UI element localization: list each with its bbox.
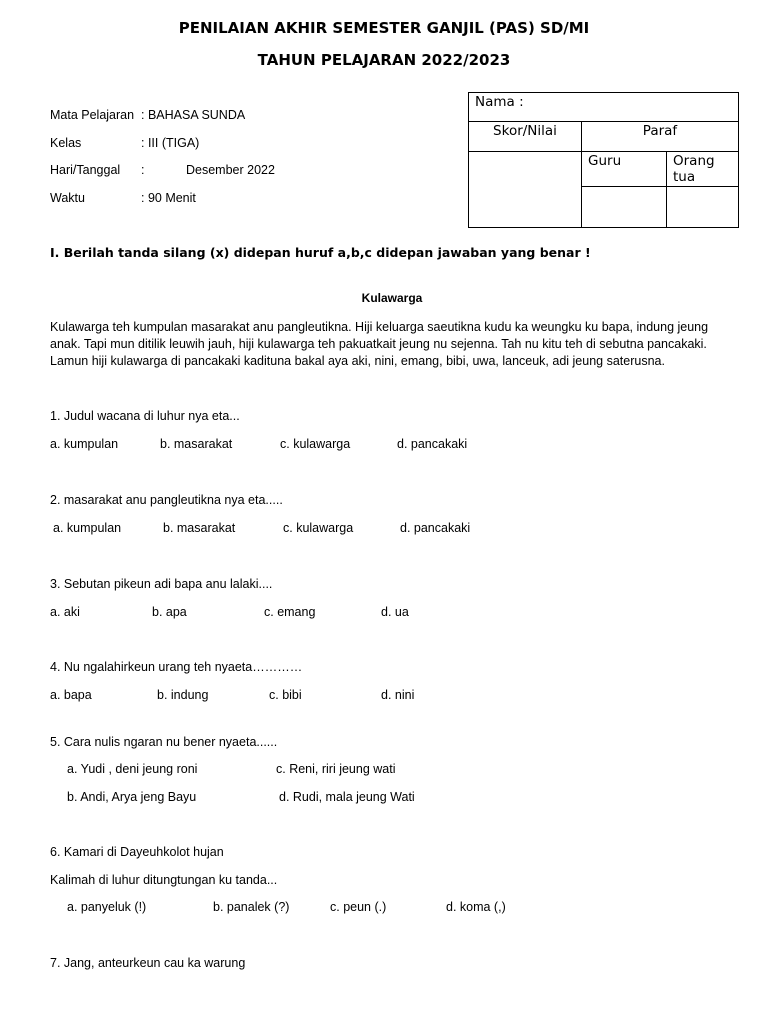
option-2d: d. pancakaki bbox=[400, 521, 471, 535]
question-6: 6. Kamari di Dayeuhkolot hujan bbox=[50, 845, 224, 859]
option-1a: a. kumpulan bbox=[50, 437, 119, 451]
reading-title: Kulawarga bbox=[361, 291, 423, 305]
kelas-value: : III (TIGA) bbox=[141, 136, 200, 150]
guru-sign-cell bbox=[582, 187, 667, 228]
reading-paragraph bbox=[50, 319, 730, 370]
option-5a: a. Yudi , deni jeung roni bbox=[67, 762, 198, 776]
kelas-label: Kelas bbox=[50, 136, 82, 150]
waktu-value: : 90 Menit bbox=[141, 191, 196, 205]
question-3: 3. Sebutan pikeun adi bapa anu lalaki.... bbox=[50, 577, 273, 591]
score-box bbox=[468, 92, 739, 228]
option-3b: b. apa bbox=[152, 605, 187, 619]
hari-label: Hari/Tanggal bbox=[50, 163, 121, 177]
skor-cell bbox=[469, 152, 582, 228]
option-2b: b. masarakat bbox=[163, 521, 236, 535]
mapel-value: : BAHASA SUNDA bbox=[141, 108, 246, 122]
skor-header: Skor/Nilai bbox=[469, 122, 582, 152]
nama-field bbox=[469, 93, 739, 122]
nama-label: Nama : bbox=[475, 94, 524, 110]
option-2c: c. kulawarga bbox=[283, 521, 354, 535]
option-1b: b. masarakat bbox=[160, 437, 233, 451]
reading-line: Lamun hiji kulawarga di pancakaki kadituna bakal aya aki, nini, emang, bibi, uwa, lanceuk, adi jeung saterusna. bbox=[50, 354, 665, 368]
option-1c: c. kulawarga bbox=[280, 437, 351, 451]
question-1: 1. Judul wacana di luhur nya eta... bbox=[50, 409, 240, 423]
instruction: I. Berilah tanda silang (x) didepan huruf a,b,c didepan jawaban yang benar ! bbox=[50, 245, 591, 260]
option-1d: d. pancakaki bbox=[397, 437, 468, 451]
option-4d: d. nini bbox=[381, 688, 415, 702]
mapel-label: Mata Pelajaran bbox=[50, 108, 135, 122]
option-4c: c. bibi bbox=[269, 688, 302, 702]
option-5b: b. Andi, Arya jeng Bayu bbox=[67, 790, 197, 804]
paraf-header: Paraf bbox=[582, 122, 739, 152]
option-4b: b. indung bbox=[157, 688, 209, 702]
option-6d: d. koma (,) bbox=[446, 900, 506, 914]
orang-tua-header: Orang tua bbox=[667, 152, 739, 187]
guru-header: Guru bbox=[582, 152, 667, 187]
question-7: 7. Jang, anteurkeun cau ka warung bbox=[50, 956, 246, 970]
option-3c: c. emang bbox=[264, 605, 316, 619]
option-6a: a. panyeluk (!) bbox=[67, 900, 147, 914]
question-2: 2. masarakat anu pangleutikna nya eta..... bbox=[50, 493, 283, 507]
option-5d: d. Rudi, mala jeung Wati bbox=[279, 790, 415, 804]
reading-line: Kulawarga teh kumpulan masarakat anu pangleutikna. Hiji keluarga saeutikna kudu ka weungku ku bapa, indung jeung bbox=[50, 320, 709, 334]
page-title-line1: PENILAIAN AKHIR SEMESTER GANJIL (PAS) SD/MI bbox=[178, 19, 590, 37]
option-4a: a. bapa bbox=[50, 688, 92, 702]
question-6-prompt: Kalimah di luhur ditungtungan ku tanda... bbox=[50, 873, 278, 887]
option-2a: a. kumpulan bbox=[53, 521, 122, 535]
hari-value: Desember 2022 bbox=[186, 163, 275, 177]
orang-tua-sign-cell bbox=[667, 187, 739, 228]
page-title-line2: TAHUN PELAJARAN 2022/2023 bbox=[257, 51, 511, 69]
waktu-label: Waktu bbox=[50, 191, 85, 205]
option-3d: d. ua bbox=[381, 605, 409, 619]
reading-line: anak. Tapi mun ditilik leuwih jauh, hiji kulawarga teh pakuatkait jeung nu sejenna. Tah nu kitu teh di sebutna pancakaki. bbox=[50, 337, 707, 351]
option-5c: c. Reni, riri jeung wati bbox=[276, 762, 396, 776]
option-6b: b. panalek (?) bbox=[213, 900, 290, 914]
question-4: 4. Nu ngalahirkeun urang teh nyaeta………… bbox=[50, 660, 303, 674]
hari-colon: : bbox=[141, 163, 145, 177]
question-5: 5. Cara nulis ngaran nu bener nyaeta...... bbox=[50, 735, 278, 749]
option-3a: a. aki bbox=[50, 605, 80, 619]
option-6c: c. peun (.) bbox=[330, 900, 387, 914]
